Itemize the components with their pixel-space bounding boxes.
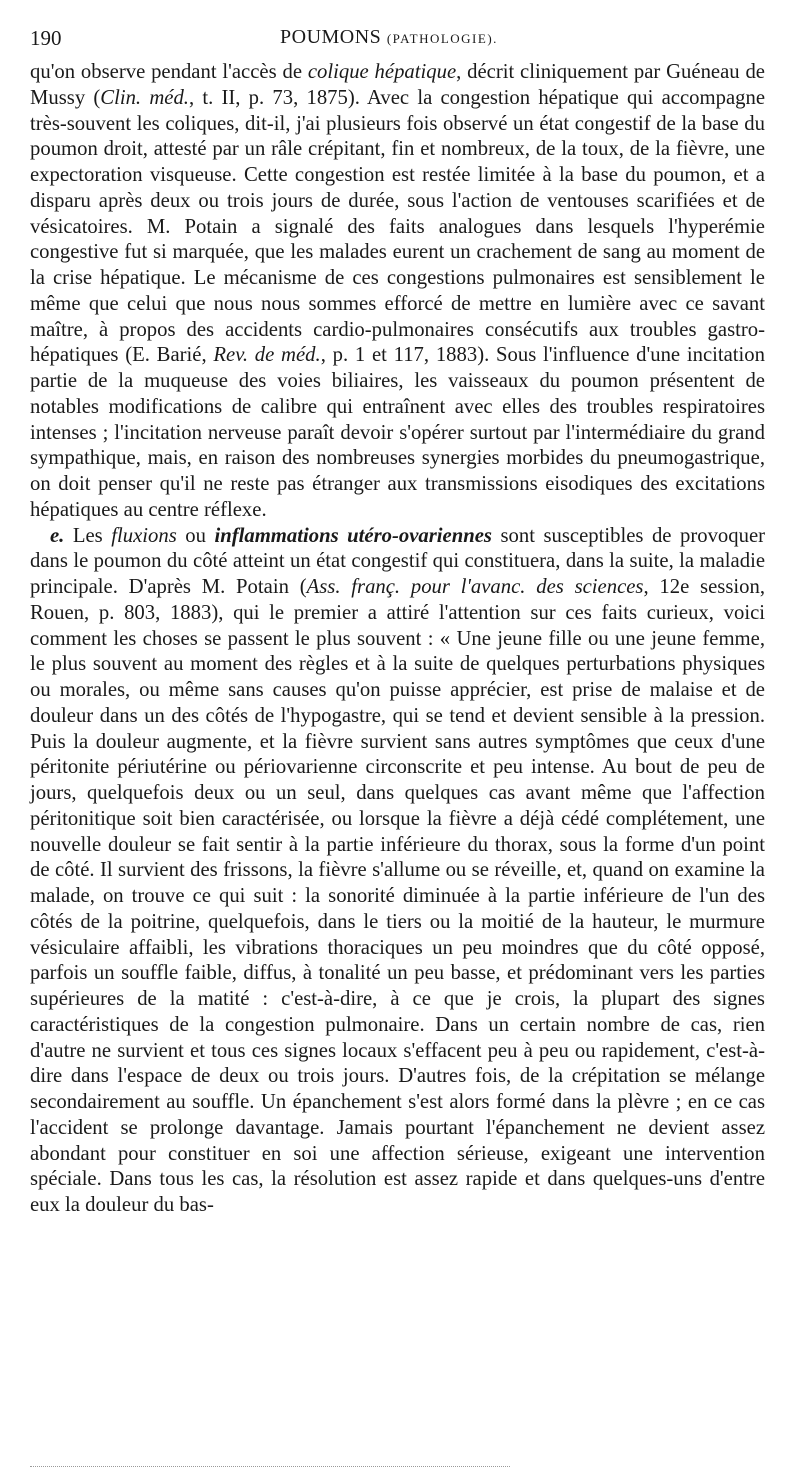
paragraph-biliary-congestion <box>30 60 765 524</box>
running-title <box>280 26 498 49</box>
text-run: , décrit cliniquement par Guéneau de Mussy ( <box>30 61 765 109</box>
text-run: ou <box>176 524 215 547</box>
italic-text-run: colique hépatique <box>307 61 457 83</box>
running-head <box>30 26 765 56</box>
running-title-main: POUMONS <box>280 26 382 48</box>
italic-text-run: Clin. méd. <box>100 86 189 109</box>
book-page <box>30 26 765 1219</box>
body-text <box>30 60 765 1219</box>
page-number: 190 <box>30 26 62 50</box>
text-run: Les <box>64 524 112 547</box>
italic-text-run: Ass. franç. pour l'avanc. des sciences <box>306 576 644 598</box>
italic-text-run: e. <box>50 524 65 547</box>
text-run: , p. 1 et 117, 1883). Sous l'influence d'une incitation partie de la muqueuse des voies biliaires, les vaisseaux du poumon présentent de notables modifications de calibre qui entraînent avec elles des troubles respiratoires intenses ; l'incitation nerveuse paraît devoir s'opérer surtout par l'intermédiaire du grand sympathique, mais, en raison des nombreuses synergies morbides du pneumogastrique, on doit penser qu'il ne reste pas étranger aux transmissions eisodiques des excitations hépatiques au centre réflexe. <box>30 344 765 521</box>
running-title-section: (PATHOLOGIE). <box>386 31 498 46</box>
italic-text-run: Rev. de méd. <box>213 344 321 367</box>
italic-text-run: fluxions <box>111 524 177 547</box>
text-run: qu'on observe pendant l'accès de <box>30 61 308 83</box>
text-run: sont susceptibles de provoquer dans le poumon du côté atteint un état congestif qui constituera, dans la suite, la maladie principale. D'après M. Potain ( <box>30 524 766 598</box>
paragraph-utero-ovarian-fluxions <box>30 524 765 1219</box>
text-run: , 12e session, Rouen, p. 803, 1883), qui le premier a attiré l'attention sur ces faits curieux, voici comment les choses se passent le plus souvent : « Une jeune fille ou une jeune femme, le plus souvent au moment des règles et à la suite de quelques perturbations physiques ou morales, ou même sans causes qu'on puisse apprécier, est prise de malaise et de douleur dans un des côtés de l'hypogastre, qui se tend et devient sensible à la pression. Puis la douleur augmente, et la fièvre survient sans autres symptômes que ceux d'une péritonite périutérine ou périovarienne circonscrite et peu intense. Au bout de peu de jours, quelquefois deux ou un seul, dans quelques cas avant même que l'affection péritonitique soit bien caractérisée, ou lorsque la fièvre a déjà cédé complétement, une nouvelle douleur se fait sentir à la partie inférieure du thorax, sous la forme d'un point de côté. Il survient des frissons, la fièvre s'allume ou se réveille, et, quand on examine la malade, on trouve ce qui suit : la sonorité diminuée à la partie inférieure de l'un des côtés de la poitrine, quelquefois, dans le tiers ou la moitié de la hauteur, le murmure vésiculaire affaibli, les vibrations thoraciques un peu moindres que du côté opposé, parfois un souffle faible, diffus, à tonalité un peu basse, et prédominant vers les parties supérieures de la matité : c'est-à-dire, à ce que je crois, la plupart des signes caractéristiques de la congestion pulmonaire. Dans un certain nombre de cas, rien d'autre ne survient et tous ces signes locaux s'effacent peu à peu ou rapidement, c'est-à-dire dans l'espace de deux ou trois jours. D'autres fois, de la crépitation se mélange secondairement au souffle. Un épanchement s'est alors formé dans la plèvre ; en ce cas l'accident se prolonge davantage. Jamais pourtant l'épanchement ne devient assez abondant pour constituer en soi une affection sérieuse, exigeant une intervention spéciale. Dans tous les cas, la résolution est assez rapide et dans quelques-uns d'entre eux la douleur du bas- <box>30 576 765 1216</box>
text-run: , t. II, p. 73, 1875). Avec la congestion hépatique qui accompagne très-souvent les coliques, dit-il, j'ai plusieurs fois observé un état congestif de la base du poumon droit, attesté par un râle crépitant, fin et nombreux, de la toux, de la fièvre, une expectoration visqueuse. Cette congestion est restée limitée à la base du poumon, et a disparu après deux ou trois jours de durée, sous l'action de ventouses scarifiées et de vésicatoires. M. Potain a signalé des faits analogues dans lesquels l'hyperémie congestive fut si marquée, que les malades eurent un crachement de sang au moment de la crise hépatique. Le mécanisme de ces congestions pulmonaires est sensiblement le même que celui que nous nous sommes efforcé de mettre en lumière avec ce savant maître, à propos des accidents cardio-pulmonaires consécutifs aux troubles gastro-hépatiques (E. Barié, <box>30 86 765 367</box>
footer-dotted-rule <box>30 1466 510 1467</box>
italic-text-run: inflammations utéro-ovariennes <box>214 524 492 547</box>
